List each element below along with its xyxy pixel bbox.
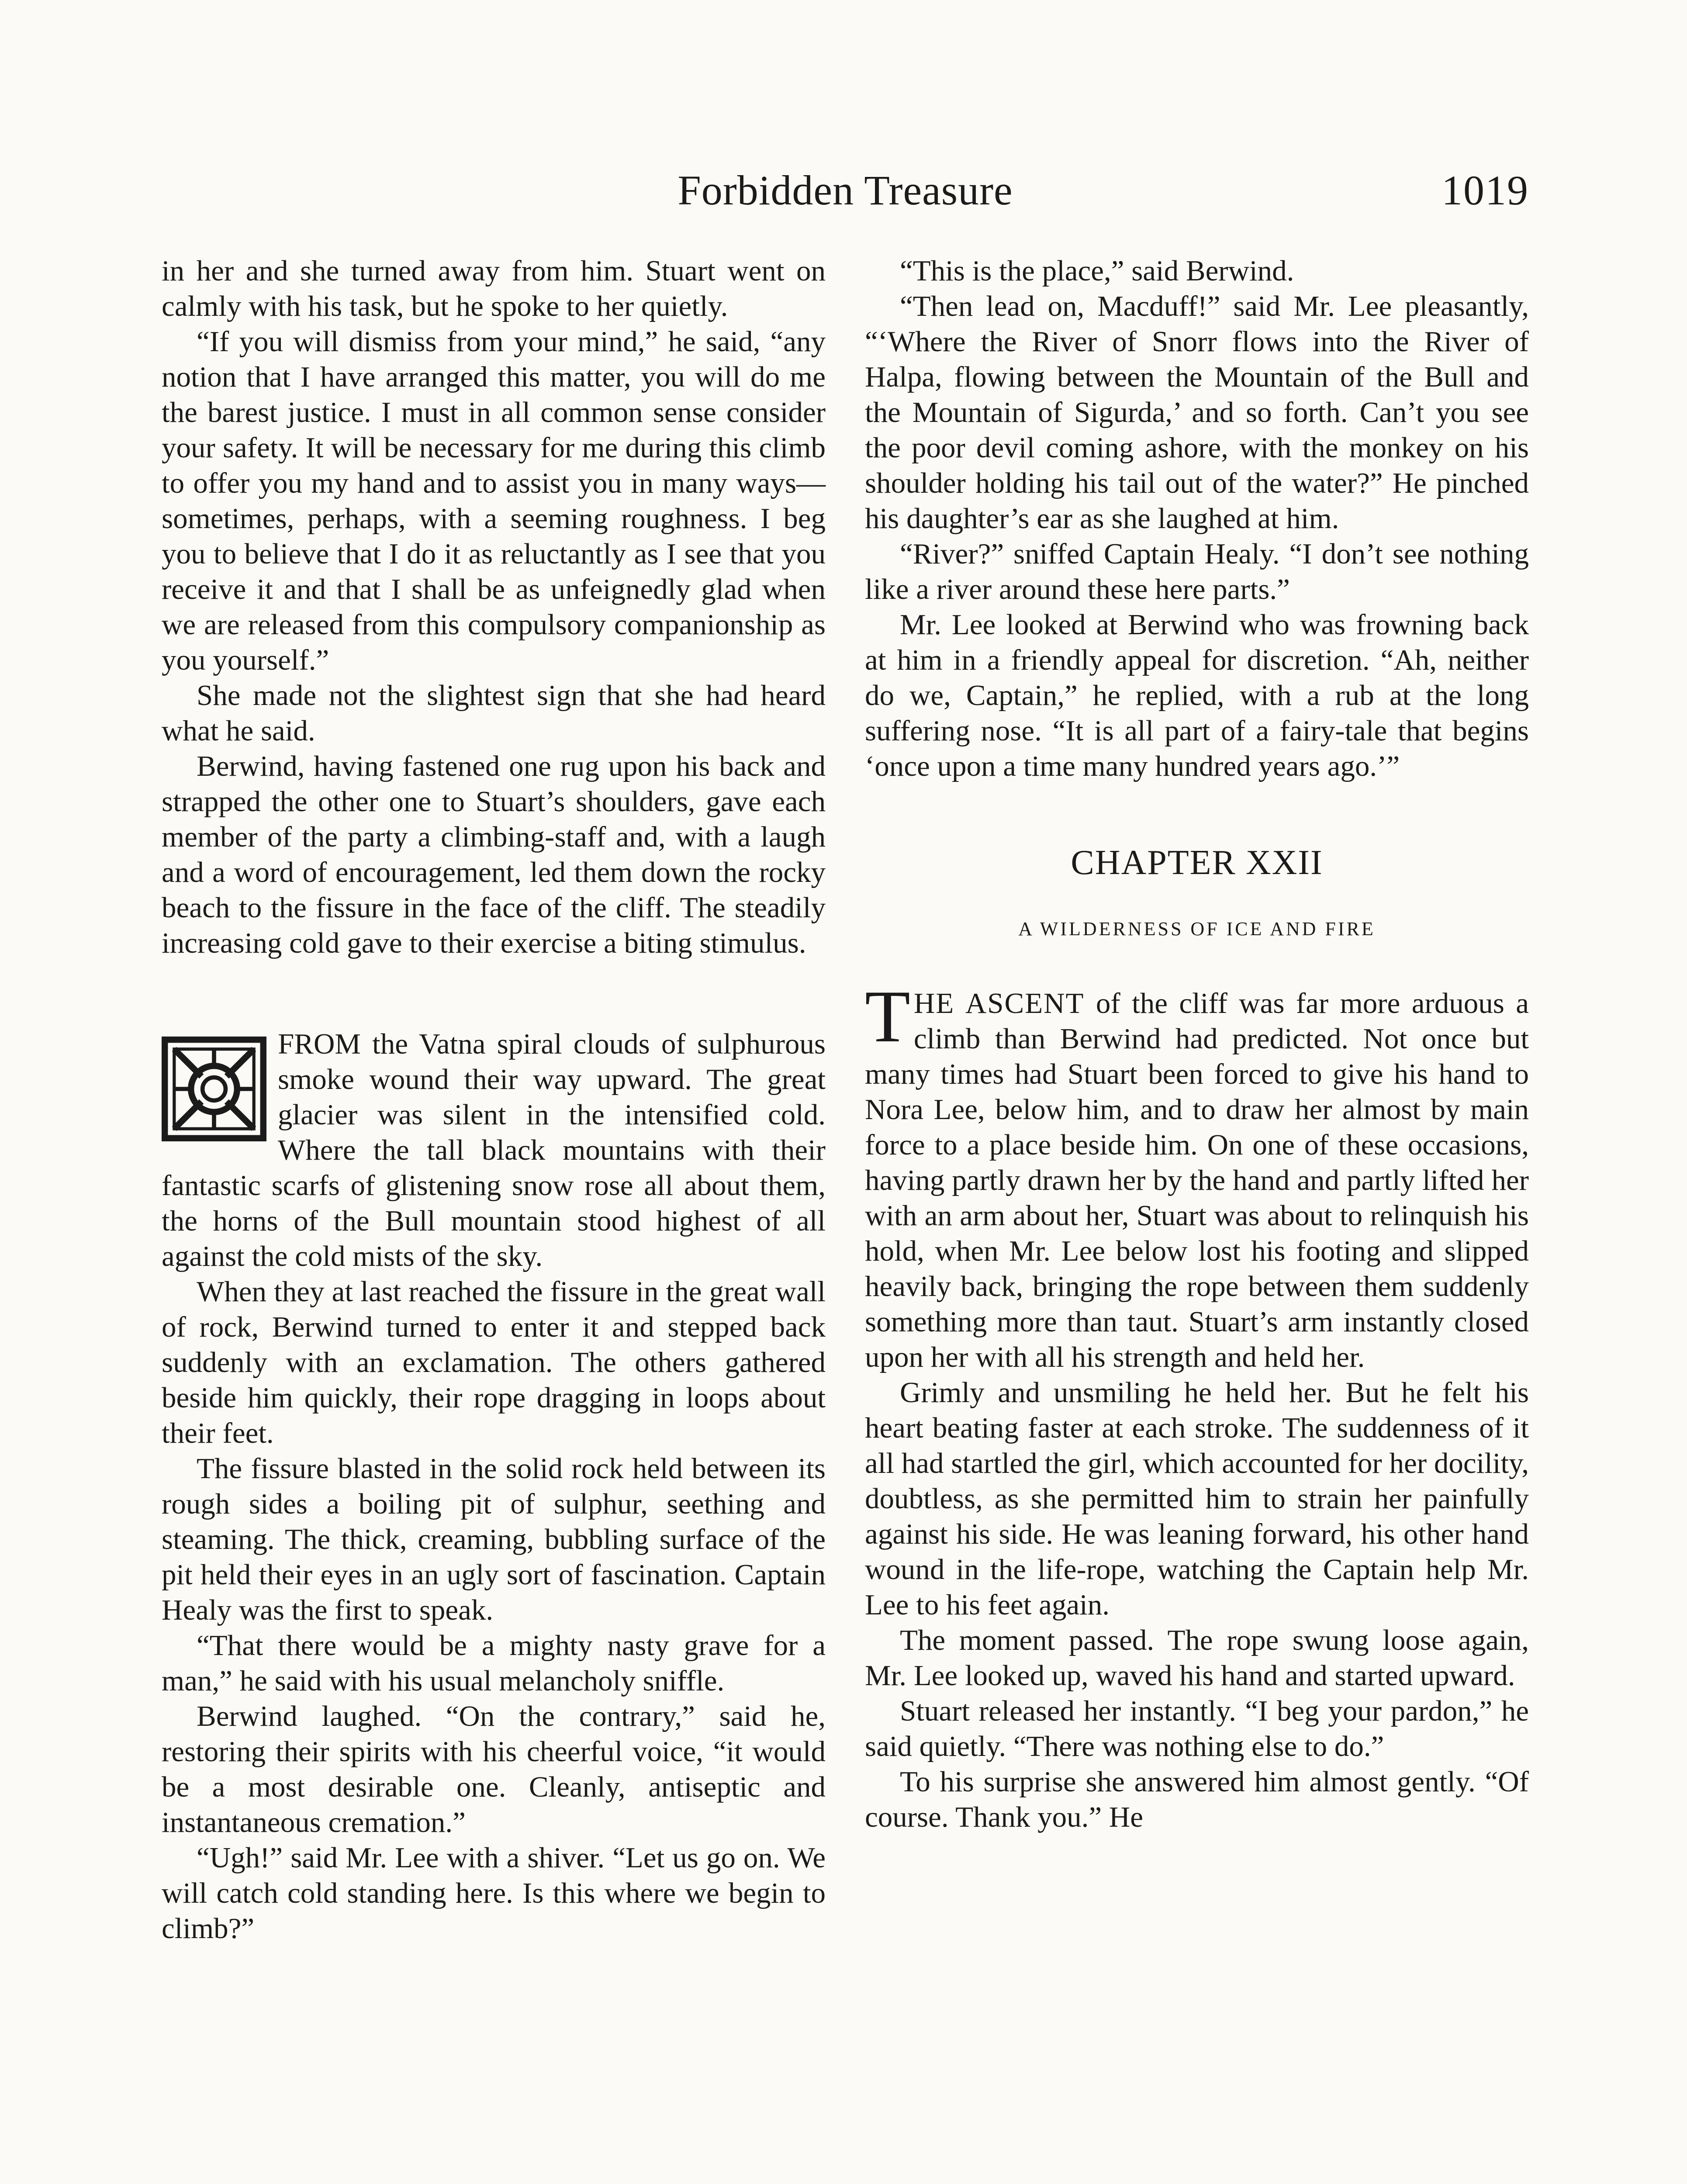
chapter-opening-text: of the cliff was far more arduous a climb than Berwind had predicted. Not once but many times had Stuart been forced to give his hand to Nora Lee, below him, and to draw her almost by main force to a place beside him. On one of these occasions, having partly drawn her by the hand and partly lifted her with an arm about her, Stuart was about to relinquish his hold, when Mr. Lee below lost his footing and slipped heavily back, bringing the rope between them suddenly something more than taut. Stuart’s arm instantly closed upon her with all his strength and held her. xyxy=(865,987,1529,1373)
paragraph: “River?” sniffed Captain Healy. “I don’t see nothing like a river around these here parts.” xyxy=(865,538,1529,605)
paragraph: in her and she turned away from him. Stuart went on calmly with his task, but he spoke to her quietly. xyxy=(162,255,826,322)
paragraph: Stuart released her instantly. “I beg your pardon,” he said quietly. “There was nothing else to do.” xyxy=(865,1695,1529,1762)
chapter-title: CHAPTER XXII xyxy=(1071,843,1323,882)
paragraph: When they at last reached the fissure in the great wall of rock, Berwind turned to enter it and stepped back suddenly with an exclamation. The others gathered beside him quickly, their rope dragging in loops about their feet. xyxy=(162,1275,826,1449)
paragraph: “Then lead on, Macduff!” said Mr. Lee pleasantly, “‘Where the River of Snorr flows into the River of Halpa, flowing between the Mountain of the Bull and the Mountain of Sigurda,’ and so forth. Can’t you see the poor devil coming ashore, with the monkey on his shoulder holding his tail out of the water?” He pinched his daughter’s ear as she laughed at him. xyxy=(865,290,1529,535)
paragraph: Grimly and unsmiling he held her. But he felt his heart beating faster at each stroke. The suddenness of it all had startled the girl, which accounted for her docility, doubtless, as she permitted him to strain her painfully against his side. He was leaning forward, his other hand wound in the life-rope, watching the Captain help Mr. Lee to his feet again. xyxy=(865,1376,1529,1621)
paragraph: The fissure blasted in the solid rock held between its rough sides a boiling pit of sulphur, seething and steaming. The thick, creaming, bubbling surface of the pit held their eyes in an ugly sort of fascination. Captain Healy was the first to speak. xyxy=(162,1452,826,1626)
paragraph: She made not the slightest sign that she had heard what he said. xyxy=(162,679,826,747)
paragraph: “That there would be a mighty nasty grave for a man,” he said with his usual melancholy sniffle. xyxy=(162,1629,826,1697)
paragraph: The moment passed. The rope swung loose again, Mr. Lee looked up, waved his hand and started upward. xyxy=(865,1624,1529,1692)
running-title: Forbidden Treasure xyxy=(678,167,1013,214)
chapter-lead-words: HE ASCENT xyxy=(913,987,1085,1019)
left-column xyxy=(162,253,826,1946)
paragraph: Berwind laughed. “On the contrary,” said he, restoring their spirits with his cheerful voice, “it would be a most desirable one. Cleanly, antiseptic and instantaneous cremation.” xyxy=(162,1700,826,1838)
paragraph: Mr. Lee looked at Berwind who was frowning back at him in a friendly appeal for discretion. “Ah, neither do we, Captain,” he replied, with a rub at the long suffering nose. “It is all part of a fairy-tale that begins ‘once upon a time many hundred years ago.’” xyxy=(865,608,1529,782)
section-break xyxy=(162,961,826,1026)
paragraph: To his surprise she answered him almost gently. “Of course. Thank you.” He xyxy=(865,1766,1529,1833)
drop-cap: T xyxy=(865,975,910,1057)
paragraph: “Ugh!” said Mr. Lee with a shiver. “Let us go on. We will catch cold standing here. Is this where we begin to climb?” xyxy=(162,1842,826,1945)
chapter-opening-paragraph xyxy=(865,975,1529,1375)
paragraph: “This is the place,” said Berwind. xyxy=(900,255,1294,287)
paragraph: “If you will dismiss from your mind,” he said, “any notion that I have arranged this matter, you will do me the barest justice. I must in all common sense consider your safety. It will be necessary for me during this climb to offer you my hand and to assist you in many ways—sometimes, perhaps, with a seeming roughness. I beg you to believe that I do it as reluctantly as I see that you receive it and that I shall be as unfeignedly glad when we are released from this compulsory companionship as you yourself.” xyxy=(162,325,826,676)
page-number: 1019 xyxy=(1442,167,1529,214)
page-header xyxy=(162,162,1529,223)
chapter-subtitle: A WILDERNESS OF ICE AND FIRE xyxy=(1018,918,1376,940)
right-column xyxy=(865,253,1529,1835)
celtic-knot-ornament-icon xyxy=(162,1034,266,1144)
section-opening-paragraph: FROM the Vatna spiral clouds of sulphurous smoke wound their way upward. The great glacier was silent in the intensified cold. Where the tall black mountains with their fantastic scarfs of glistening snow rose all about them, the horns of the Bull mountain stood highest of all against the cold mists of the sky. xyxy=(162,1028,826,1272)
paragraph: Berwind, having fastened one rug upon his back and strapped the other one to Stuart’s shoulders, gave each member of the party a climbing-staff and, with a laugh and a word of encouragement, led them down the rocky beach to the fissure in the face of the cliff. The steadily increasing cold gave to their exercise a biting stimulus. xyxy=(162,750,826,959)
